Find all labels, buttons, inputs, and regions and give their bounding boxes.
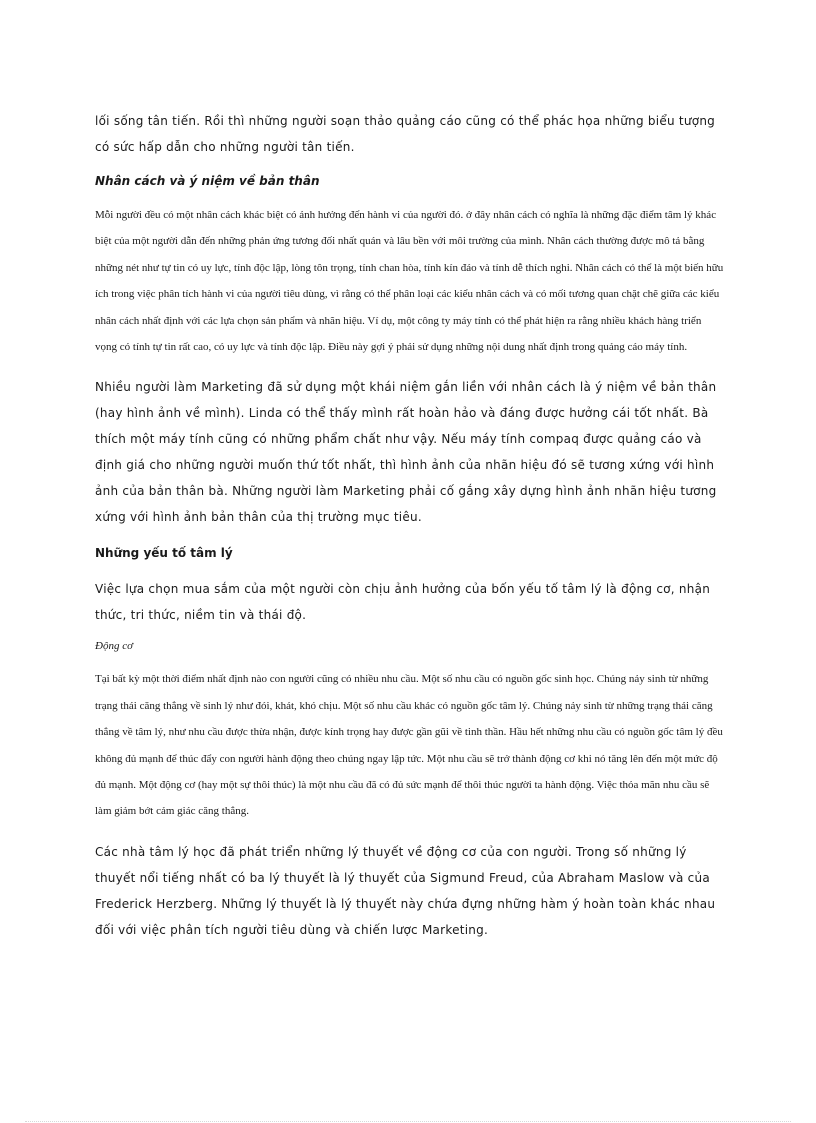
page-bottom-border — [25, 1121, 791, 1122]
personality-paragraph: Mỗi người đều có một nhân cách khác biệt có ảnh hưởng đến hành vi của người đó. ở đây nhân cách có nghĩa là những đặc điểm tâm lý khác biệt của một người dẫn đến những phản ứng tương đối nhất quán và lâu bền với môi trường của mình. Nhân cách thường được mô tả bằng những nét như tự tin có uy lực, tính độc lập, lòng tôn trọng, tính chan hòa, tính kín đáo và tính dễ thích nghi. Nhân cách có thể là một biến hữu ích trong việc phân tích hành vi của người tiêu dùng, vì rằng có thể phân loại các kiểu nhân cách và có mối tương quan chặt chẽ giữa các kiểu nhân cách nhất định với các lựa chọn sản phẩm và nhãn hiệu. Ví dụ, một công ty máy tính có thể phát hiện ra rằng nhiều khách hàng triển vọng có tính tự tin rất cao, có uy lực và tính độc lập. Điều này gợi ý phải sử dụng những nội dung nhất định trong quảng cáo máy tính. — [95, 209, 724, 354]
document-page — [95, 108, 725, 943]
intro-paragraph: lối sống tân tiến. Rồi thì những người soạn thảo quảng cáo cũng có thể phác họa những biểu tượng có sức hấp dẫn cho những người tân tiến. — [95, 114, 716, 154]
heading-personality: Nhân cách và ý niệm về bản thân — [95, 174, 320, 188]
psych-paragraph: Việc lựa chọn mua sắm của một người còn chịu ảnh hưởng của bốn yếu tố tâm lý là động cơ, nhận thức, tri thức, niềm tin và thái độ. — [95, 582, 711, 623]
self-concept-paragraph: Nhiều người làm Marketing đã sử dụng một khái niệm gắn liền với nhân cách là ý niệm về bản thân (hay hình ảnh về mình). Linda có thể thấy mình rất hoàn hảo và đáng được hưởng cái tốt nhất. Bà thích một máy tính cũng có những phẩm chất như vậy. Nếu máy tính compaq được quảng cáo và định giá cho những người muốn thứ tốt nhất, thì hình ảnh của nhãn hiệu đó sẽ tương xứng với hình ảnh của bản thân bà. Những người làm Marketing phải cố gắng xây dựng hình ảnh nhãn hiệu tương xứng với hình ảnh bản thân của thị trường mục tiêu. — [95, 380, 717, 525]
motive-paragraph: Tại bất kỳ một thời điểm nhất định nào con người cũng có nhiều nhu cầu. Một số nhu cầu có nguồn gốc sinh học. Chúng nảy sinh từ những trạng thái căng thẳng về sinh lý như đói, khát, khó chịu. Một số nhu cầu khác có nguồn gốc tâm lý. Chúng nảy sinh từ những trạng thái căng thẳng về tâm lý, như nhu cầu được thừa nhận, được kính trọng hay được gần gũi về tinh thần. Hầu hết những nhu cầu có nguồn gốc tâm lý đều không đủ mạnh để thúc đẩy con người hành động theo chúng ngay lập tức. Một nhu cầu sẽ trở thành động cơ khi nó tăng lên đến một mức độ đủ mạnh. Một động cơ (hay một sự thôi thúc) là một nhu cầu đã có đủ sức mạnh để thôi thúc người ta hành động. Việc thỏa mãn nhu cầu sẽ làm giảm bớt cảm giác căng thẳng. — [95, 673, 723, 818]
theories-paragraph: Các nhà tâm lý học đã phát triển những lý thuyết về động cơ của con người. Trong số những lý thuyết nổi tiếng nhất có ba lý thuyết là lý thuyết của Sigmund Freud, của Abraham Maslow và của Frederick Herzberg. Những lý thuyết là lý thuyết này chứa đựng những hàm ý hoàn toàn khác nhau đối với việc phân tích người tiêu dùng và chiến lược Marketing. — [95, 844, 716, 937]
subheading-motive: Động cơ — [95, 640, 133, 653]
heading-psych-factors: Những yếu tố tâm lý — [95, 546, 233, 561]
